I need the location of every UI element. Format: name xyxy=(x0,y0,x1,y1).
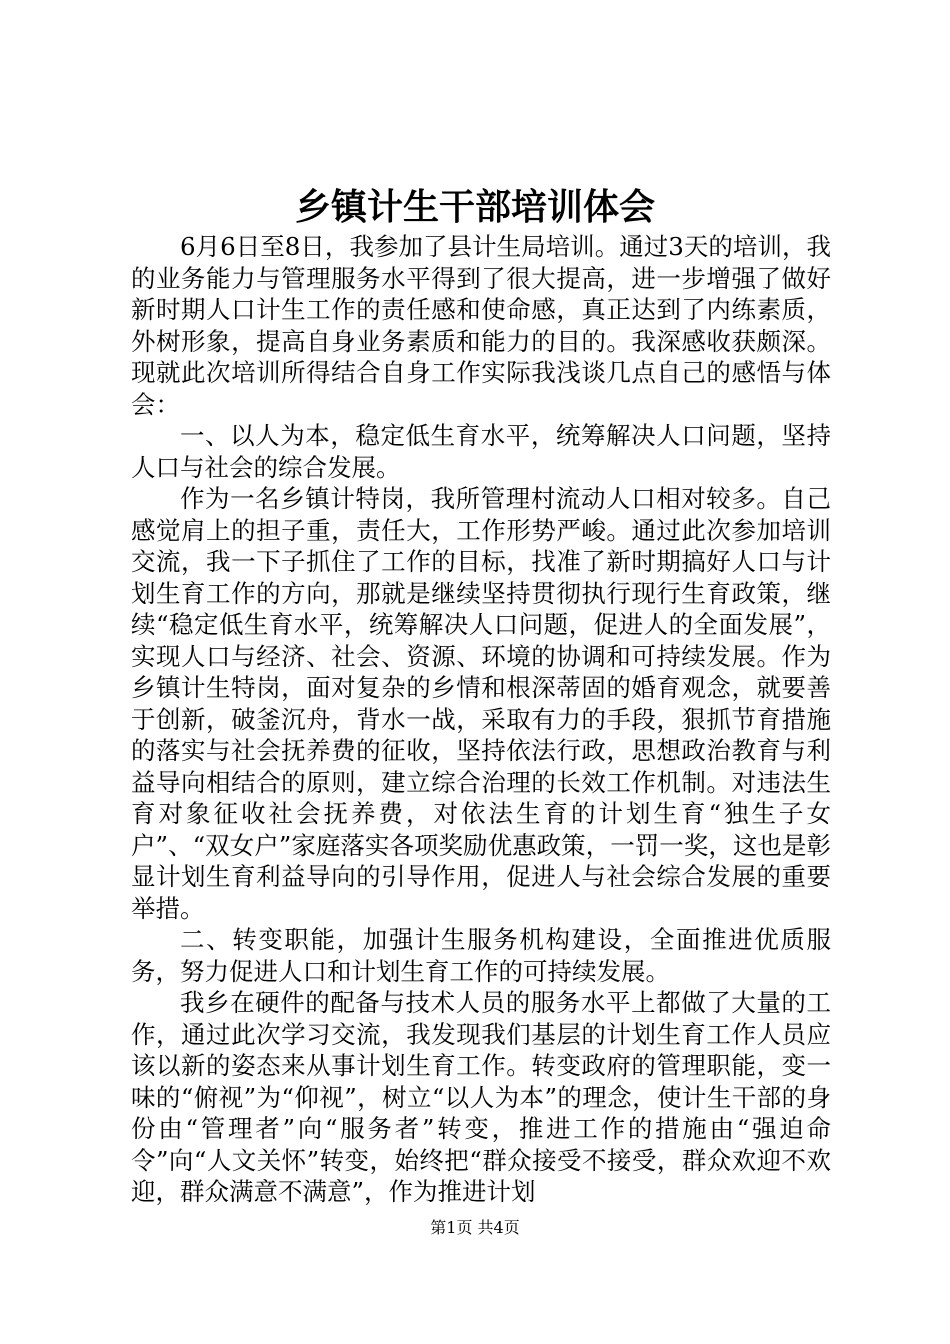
page-number-footer: 第1页 共4页 xyxy=(430,1218,520,1237)
paragraph-intro: 6月6日至8日，我参加了县计生局培训。通过3天的培训，我的业务能力与管理服务水平得到了很大提高，进一步增强了做好新时期人口计生工作的责任感和使命感，真正达到了内练素质，外树形象，提高自身业务素质和能力的目的。我深感收获颇深。现就此次培训所得结合自身工作实际我浅谈几点自己的感悟与体会： xyxy=(131,232,831,419)
paragraph-body-1: 作为一名乡镇计特岗，我所管理村流动人口相对较多。自己感觉肩上的担子重，责任大，工作形势严峻。通过此次参加培训交流，我一下子抓住了工作的目标，找准了新时期搞好人口与计划生育工作的方向，那就是继续坚持贯彻执行现行生育政策，继续“稳定低生育水平，统筹解决人口问题，促进人的全面发展”，实现人口与经济、社会、资源、环境的协调和可持续发展。作为乡镇计生特岗，面对复杂的乡情和根深蒂固的婚育观念，就要善于创新，破釜沉舟，背水一战，采取有力的手段，狠抓节育措施的落实与社会抚养费的征收，坚持依法行政，思想政治教育与利益导向相结合的原则，建立综合治理的长效工作机制。对违法生育对象征收社会抚养费，对依法生育的计划生育“独生子女户”、“双女户”家庭落实各项奖励优惠政策，一罚一奖，这也是彰显计划生育利益导向的引导作用，促进人与社会综合发展的重要举措。 xyxy=(131,484,831,923)
document-title: 乡镇计生干部培训体会 xyxy=(294,186,655,228)
document-body xyxy=(131,231,831,1208)
paragraph-heading-1: 一、以人为本，稳定低生育水平，统筹解决人口问题，坚持人口与社会的综合发展。 xyxy=(131,421,831,482)
paragraph-body-2: 我乡在硬件的配备与技术人员的服务水平上都做了大量的工作，通过此次学习交流，我发现我们基层的计划生育工作人员应该以新的姿态来从事计划生育工作。转变政府的管理职能，变一味的“俯视”为“仰视”，树立“以人为本”的理念，使计生干部的身份由“管理者”向“服务者”转变，推进工作的措施由“强迫命令”向“人文关怀”转变，始终把“群众接受不接受，群众欢迎不欢迎，群众满意不满意”，作为推进计划 xyxy=(131,988,831,1206)
paragraph-heading-2: 二、转变职能，加强计生服务机构建设，全面推进优质服务，努力促进人口和计划生育工作的可持续发展。 xyxy=(131,925,831,986)
